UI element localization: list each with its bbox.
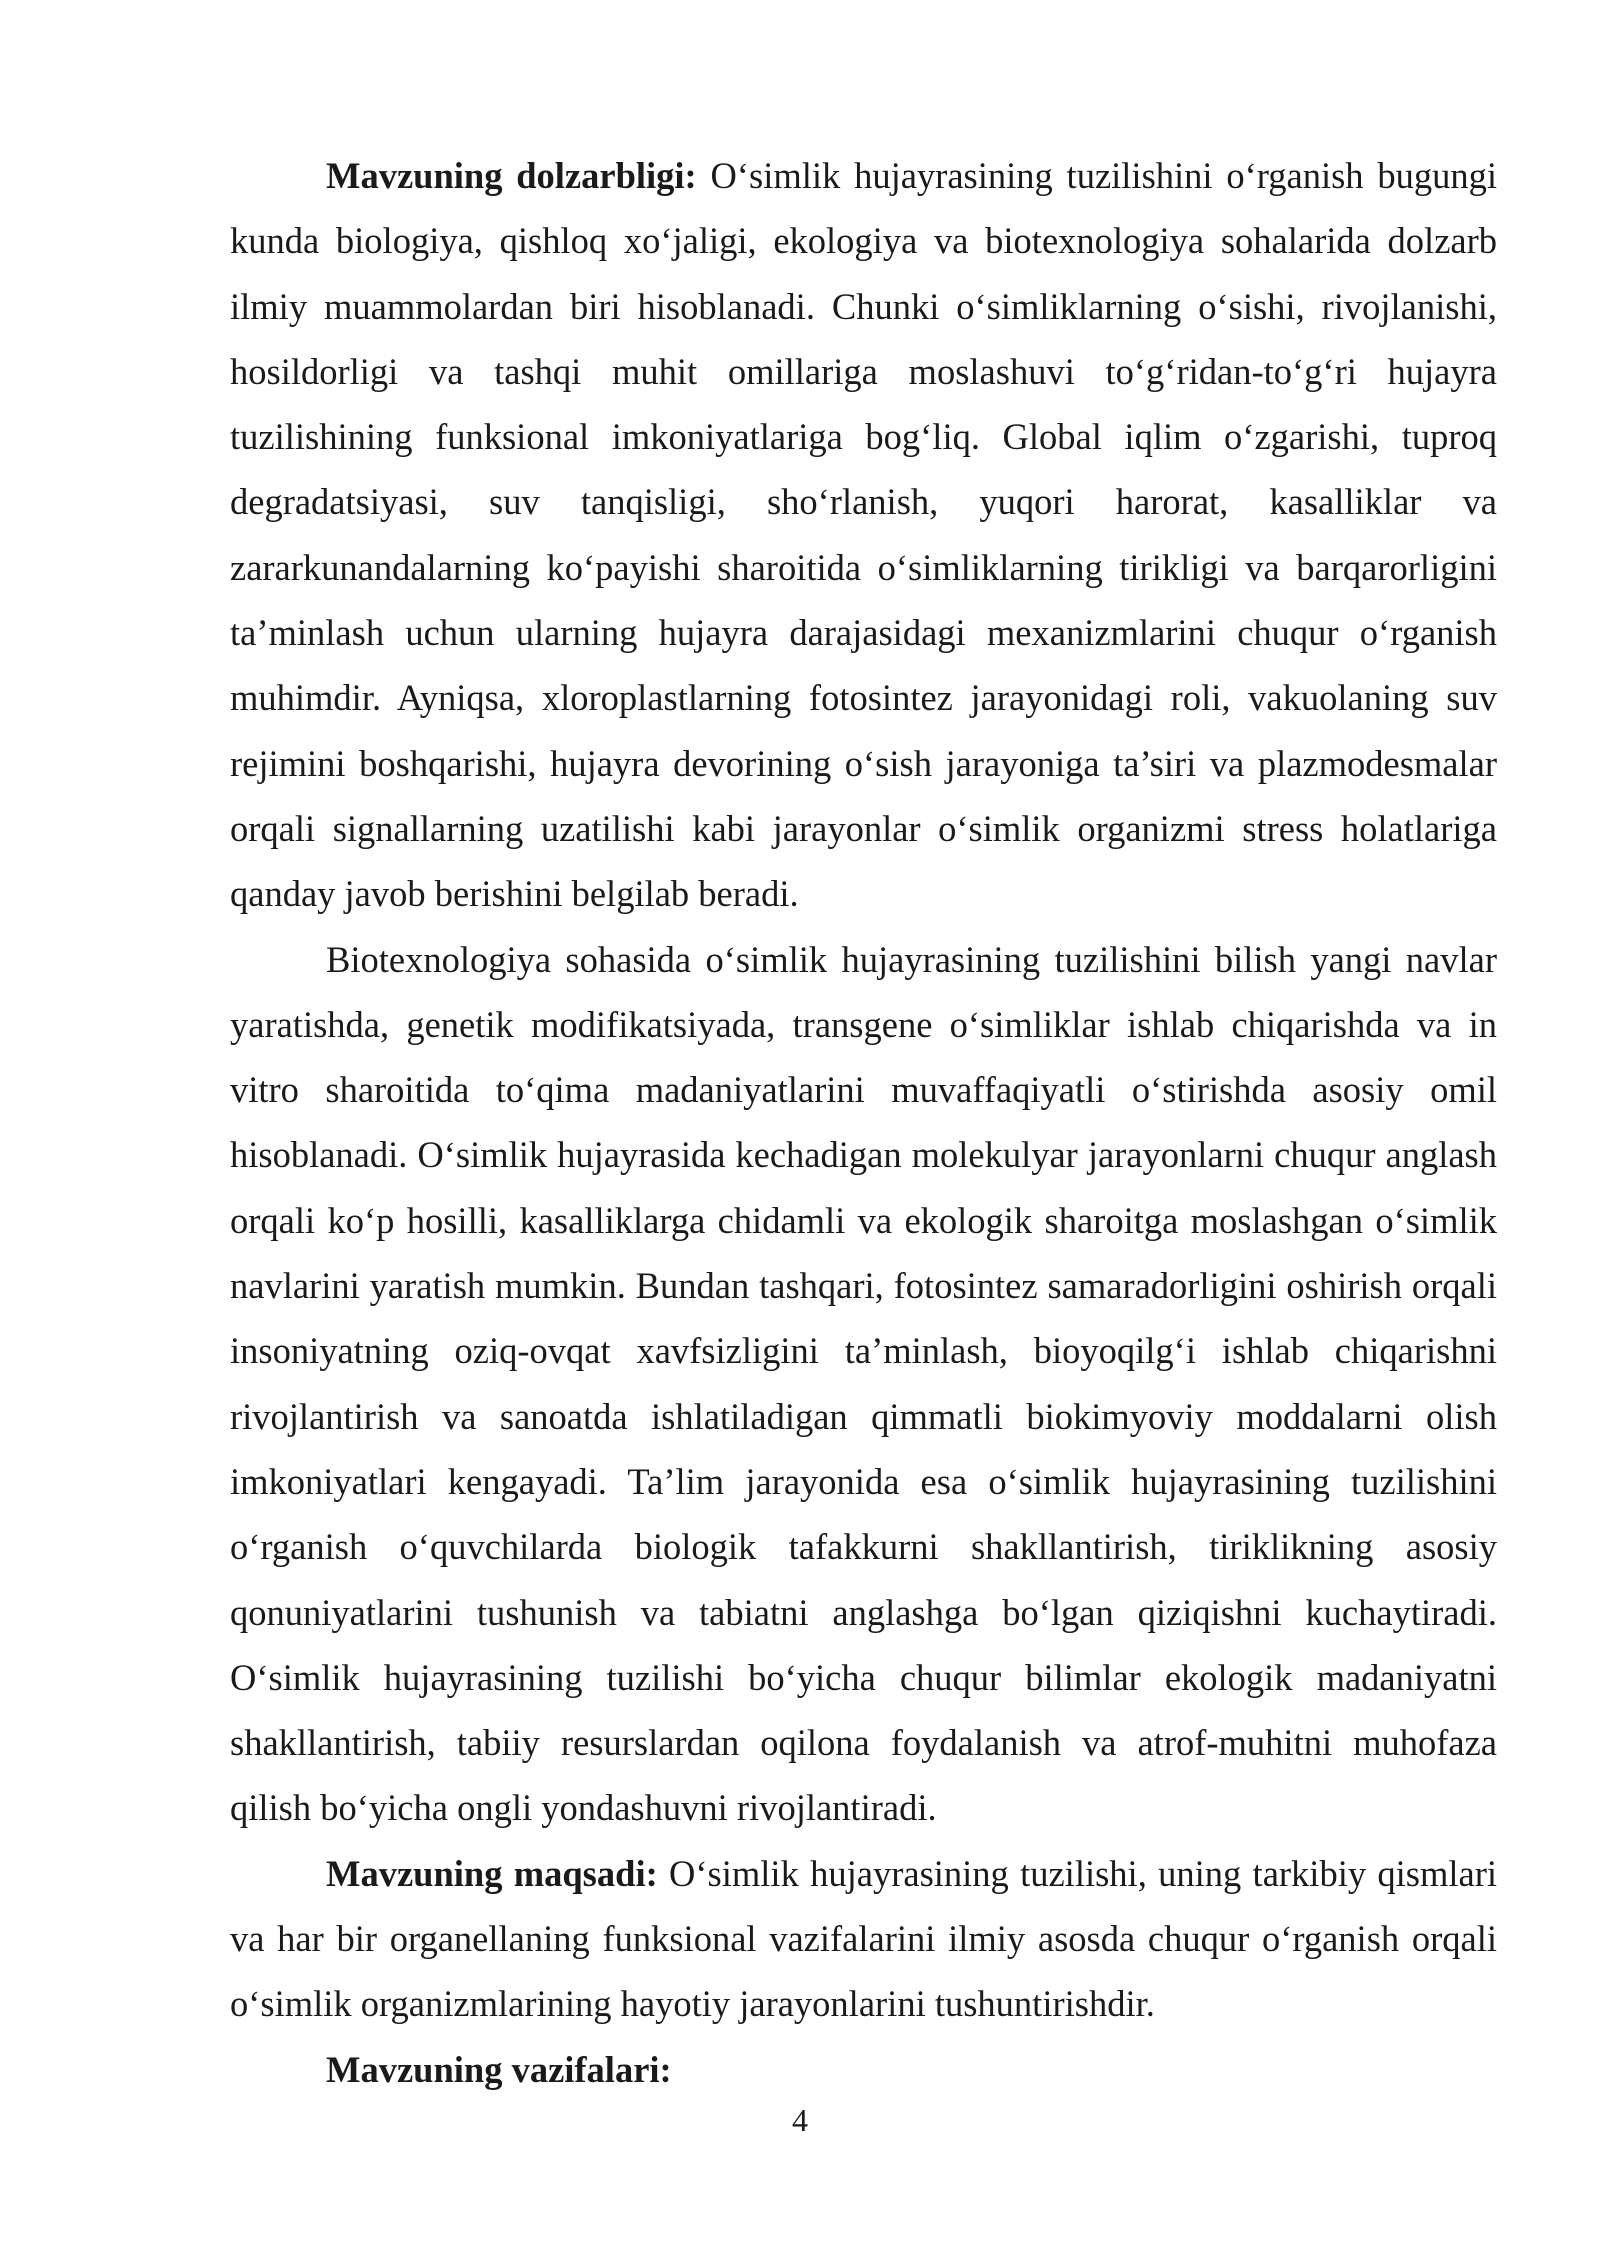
paragraph-lead-relevance: Mavzuning dolzarbligi: (326, 155, 697, 196)
page-body (230, 143, 1497, 2102)
paragraph-relevance (230, 143, 1497, 927)
paragraph-goal (230, 1841, 1497, 2037)
paragraph-text-biotechnology: Biotexnologiya sohasida o‘simlik hujayrasining tuzilishini bilish yangi navlar yaratishda, genetik modifikatsiyada, transgene o‘simliklar ishlab chiqarishda va in vitro sharoitida to‘qima madaniyatlarini muvaffaqiyatli o‘stirishda asosiy omil hisoblanadi. O‘simlik hujayrasida kechadigan molekulyar jarayonlarni chuqur anglash orqali ko‘p hosilli, kasalliklarga chidamli va ekologik sharoitga moslashgan o‘simlik navlarini yaratish mumkin. Bundan tashqari, fotosintez samaradorligini oshirish orqali insoniyatning oziq-ovqat xavfsizligini ta’minlash, bioyoqilg‘i ishlab chiqarishni rivojlantirish va sanoatda ishlatiladigan qimmatli biokimyoviy moddalarni olish imkoniyatlari kengayadi. Ta’lim jarayonida esa o‘simlik hujayrasining tuzilishini o‘rganish o‘quvchilarda biologik tafakkurni shakllantirish, tiriklikning asosiy qonuniyatlarini tushunish va tabiatni anglashga bo‘lgan qiziqishni kuchaytiradi. O‘simlik hujayrasining tuzilishi bo‘yicha chuqur bilimlar ekologik madaniyatni shakllantirish, tabiiy resurslardan oqilona foydalanish va atrof-muhitni muhofaza qilish bo‘yicha ongli yondashuvni rivojlantiradi. (230, 938, 1497, 1829)
paragraph-lead-goal: Mavzuning maqsadi: (326, 1852, 658, 1894)
paragraph-tasks (230, 2037, 1497, 2102)
page-number: 4 (792, 2102, 808, 2138)
paragraph-text-relevance: O‘simlik hujayrasining tuzilishini o‘rganish bugungi kunda biologiya, qishloq xo‘jaligi, ekologiya va biotexnologiya sohalarida dolzarb ilmiy muammolardan biri hisoblanadi. Chunki o‘simliklarning o‘sishi, rivojlanishi, hosildorligi va tashqi muhit omillariga moslashuvi to‘g‘ridan-to‘g‘ri hujayra tuzilishining funksional imkoniyatlariga bog‘liq. Global iqlim o‘zgarishi, tuproq degradatsiyasi, suv tanqisligi, sho‘rlanish, yuqori harorat, kasalliklar va zararkunandalarning ko‘payishi sharoitida o‘simliklarning tirikligi va barqarorligini ta’minlash uchun ularning hujayra darajasidagi mexanizmlarini chuqur o‘rganish muhimdir. Ayniqsa, xloroplastlarning fotosintez jarayonidagi roli, vakuolaning suv rejimini boshqarishi, hujayra devorining o‘sish jarayoniga ta’siri va plazmodesmalar orqali signallarning uzatilishi kabi jarayonlar o‘simlik organizmi stress holatlariga qanday javob berishini belgilab beradi. (230, 155, 1497, 915)
paragraph-biotechnology (230, 927, 1497, 1841)
paragraph-lead-tasks: Mavzuning vazifalari: (326, 2048, 672, 2090)
paragraph-text-goal: O‘simlik hujayrasining tuzilishi, uning tarkibiy qismlari va har bir organellaning funksional vazifalarini ilmiy asosda chuqur o‘rganish orqali o‘simlik organizmlarining hayotiy jarayonlarini tushuntirishdir. (230, 1852, 1497, 2025)
